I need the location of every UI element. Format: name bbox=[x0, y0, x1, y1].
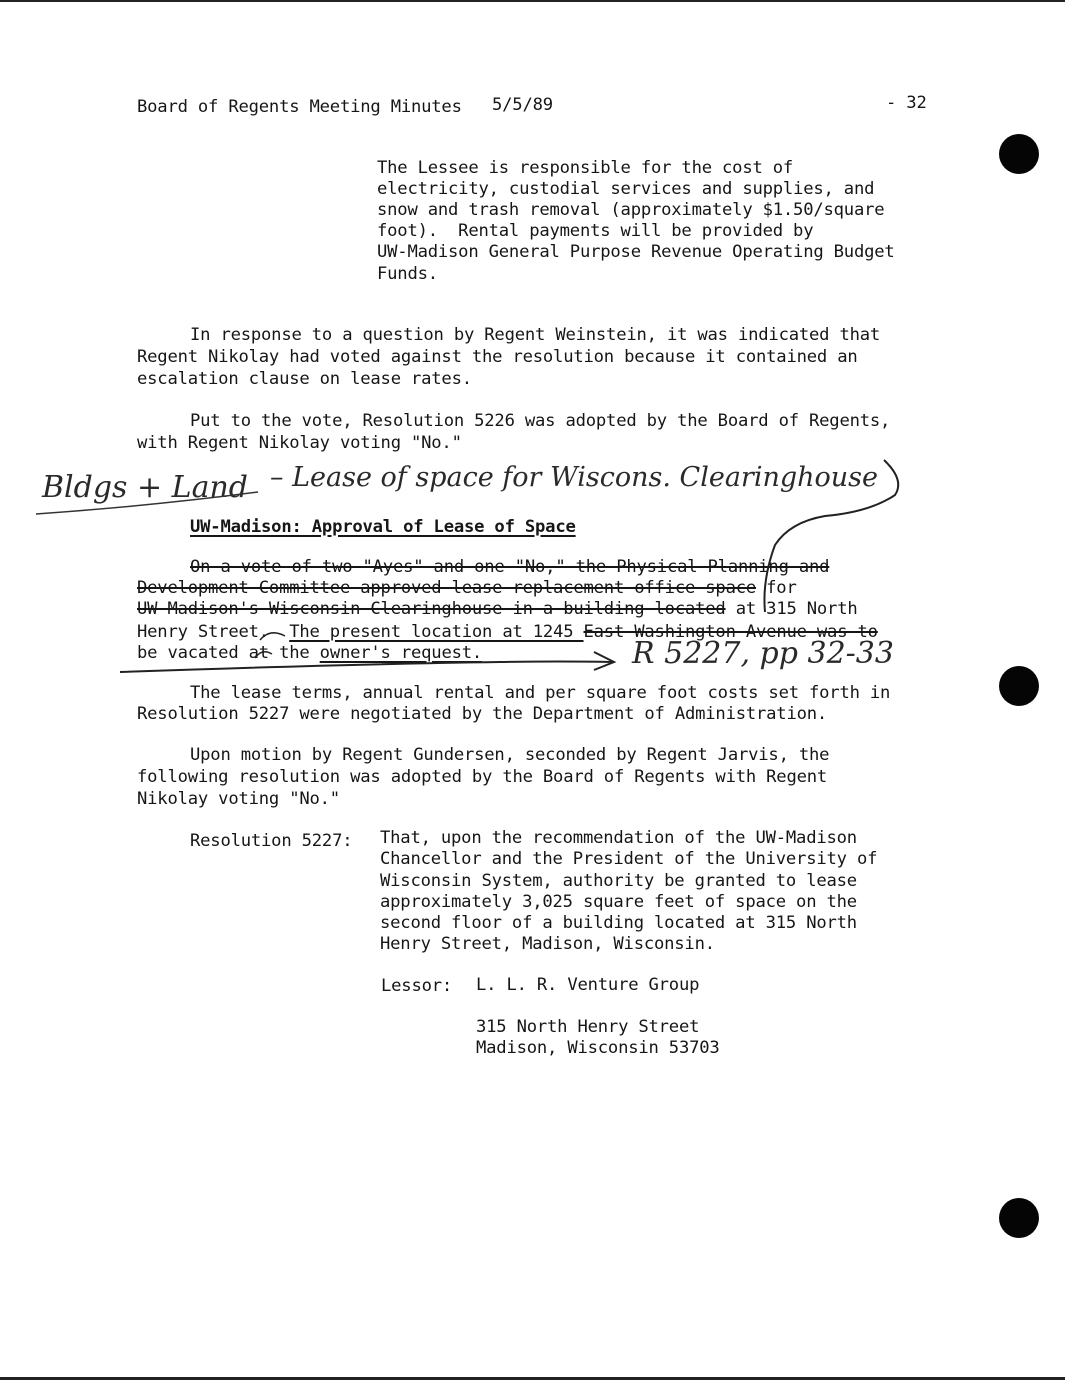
lessee-line-6: Funds. bbox=[377, 264, 438, 284]
handwritten-underline bbox=[36, 492, 258, 514]
handwritten-topic: – Lease of space for Wiscons. Clearinghouse bbox=[270, 462, 879, 493]
lessor-address-2: Madison, Wisconsin 53703 bbox=[476, 1038, 720, 1058]
struck-text-4: East Washington Avenue was to bbox=[583, 622, 878, 642]
resolution-label: Resolution 5227: bbox=[190, 831, 353, 851]
lessee-line-2: electricity, custodial services and supplies, and bbox=[377, 179, 875, 199]
punch-hole-middle bbox=[999, 666, 1039, 706]
handwritten-arrow-line bbox=[120, 662, 612, 673]
header-date: 5/5/89 bbox=[492, 95, 553, 115]
lessee-line-4: foot). Rental payments will be provided by bbox=[377, 221, 814, 241]
lessor-name: L. L. R. Venture Group bbox=[476, 975, 700, 995]
terms-line-2: Resolution 5227 were negotiated by the Department of Administration. bbox=[137, 704, 828, 724]
lessor-address-1: 315 North Henry Street bbox=[476, 1017, 700, 1037]
handwritten-reference: R 5227, pp 32-33 bbox=[632, 636, 894, 671]
lessor-label: Lessor: bbox=[381, 976, 453, 996]
weinstein-line-1: In response to a question by Regent Weinstein, it was indicated that bbox=[190, 325, 881, 345]
motion-line-2: following resolution was adopted by the Board of Regents with Regent bbox=[137, 767, 828, 787]
vote-line-1: Put to the vote, Resolution 5226 was adopted by the Board of Regents, bbox=[190, 411, 891, 431]
tail-text-2: for bbox=[756, 578, 797, 598]
terms-line-1: The lease terms, annual rental and per square foot costs set forth in bbox=[190, 683, 891, 703]
resolution-line-6: Henry Street, Madison, Wisconsin. bbox=[380, 934, 715, 954]
handwritten-category: Bldgs + Land bbox=[42, 470, 248, 505]
vote-line-2: with Regent Nikolay voting "No." bbox=[137, 433, 462, 453]
motion-line-3: Nikolay voting "No." bbox=[137, 789, 340, 809]
resolution-line-5: second floor of a building located at 315 North bbox=[380, 913, 857, 933]
resolution-line-3: Wisconsin System, authority be granted to lease bbox=[380, 871, 857, 891]
resolution-line-4: approximately 3,025 square feet of space on the bbox=[380, 892, 857, 912]
head-text-5: be vacated at the bbox=[137, 643, 320, 663]
section-heading: UW-Madison: Approval of Lease of Space bbox=[190, 517, 576, 537]
handwritten-insert-mark bbox=[255, 652, 272, 658]
lessee-line-5: UW-Madison General Purpose Revenue Operating Budget bbox=[377, 242, 895, 262]
underlined-text-4: The present location at 1245 bbox=[289, 622, 584, 642]
header-title: Board of Regents Meeting Minutes bbox=[137, 97, 462, 117]
resolution-line-2: Chancellor and the President of the University of bbox=[380, 849, 878, 869]
struck-text-3: UW-Madison's Wisconsin Clearinghouse in a building located bbox=[137, 599, 726, 619]
weinstein-line-2: Regent Nikolay had voted against the resolution because it contained an bbox=[137, 347, 858, 367]
struck-text-2: Development Committee approved lease replacement office space bbox=[137, 578, 757, 598]
motion-line-1: Upon motion by Regent Gundersen, seconded by Regent Jarvis, the bbox=[190, 745, 830, 765]
resolution-line-1: That, upon the recommendation of the UW-Madison bbox=[380, 828, 857, 848]
underlined-text-5: owner's request. bbox=[319, 643, 483, 663]
page-number: - 32 bbox=[886, 93, 927, 113]
handwritten-caret-mark bbox=[260, 633, 285, 640]
head-text-4: Henry Street. bbox=[137, 622, 290, 642]
handwritten-bracket-curve bbox=[764, 460, 898, 612]
punch-hole-bottom bbox=[999, 1198, 1039, 1238]
tail-text-3: at 315 North bbox=[725, 599, 858, 619]
lessee-line-3: snow and trash removal (approximately $1.50/square bbox=[377, 200, 885, 220]
lessee-line-1: The Lessee is responsible for the cost of bbox=[377, 158, 794, 178]
punch-hole-top bbox=[999, 134, 1039, 174]
struck-line-1: On a vote of two "Ayes" and one "No," the Physical Planning and bbox=[190, 557, 830, 577]
weinstein-line-3: escalation clause on lease rates. bbox=[137, 369, 472, 389]
